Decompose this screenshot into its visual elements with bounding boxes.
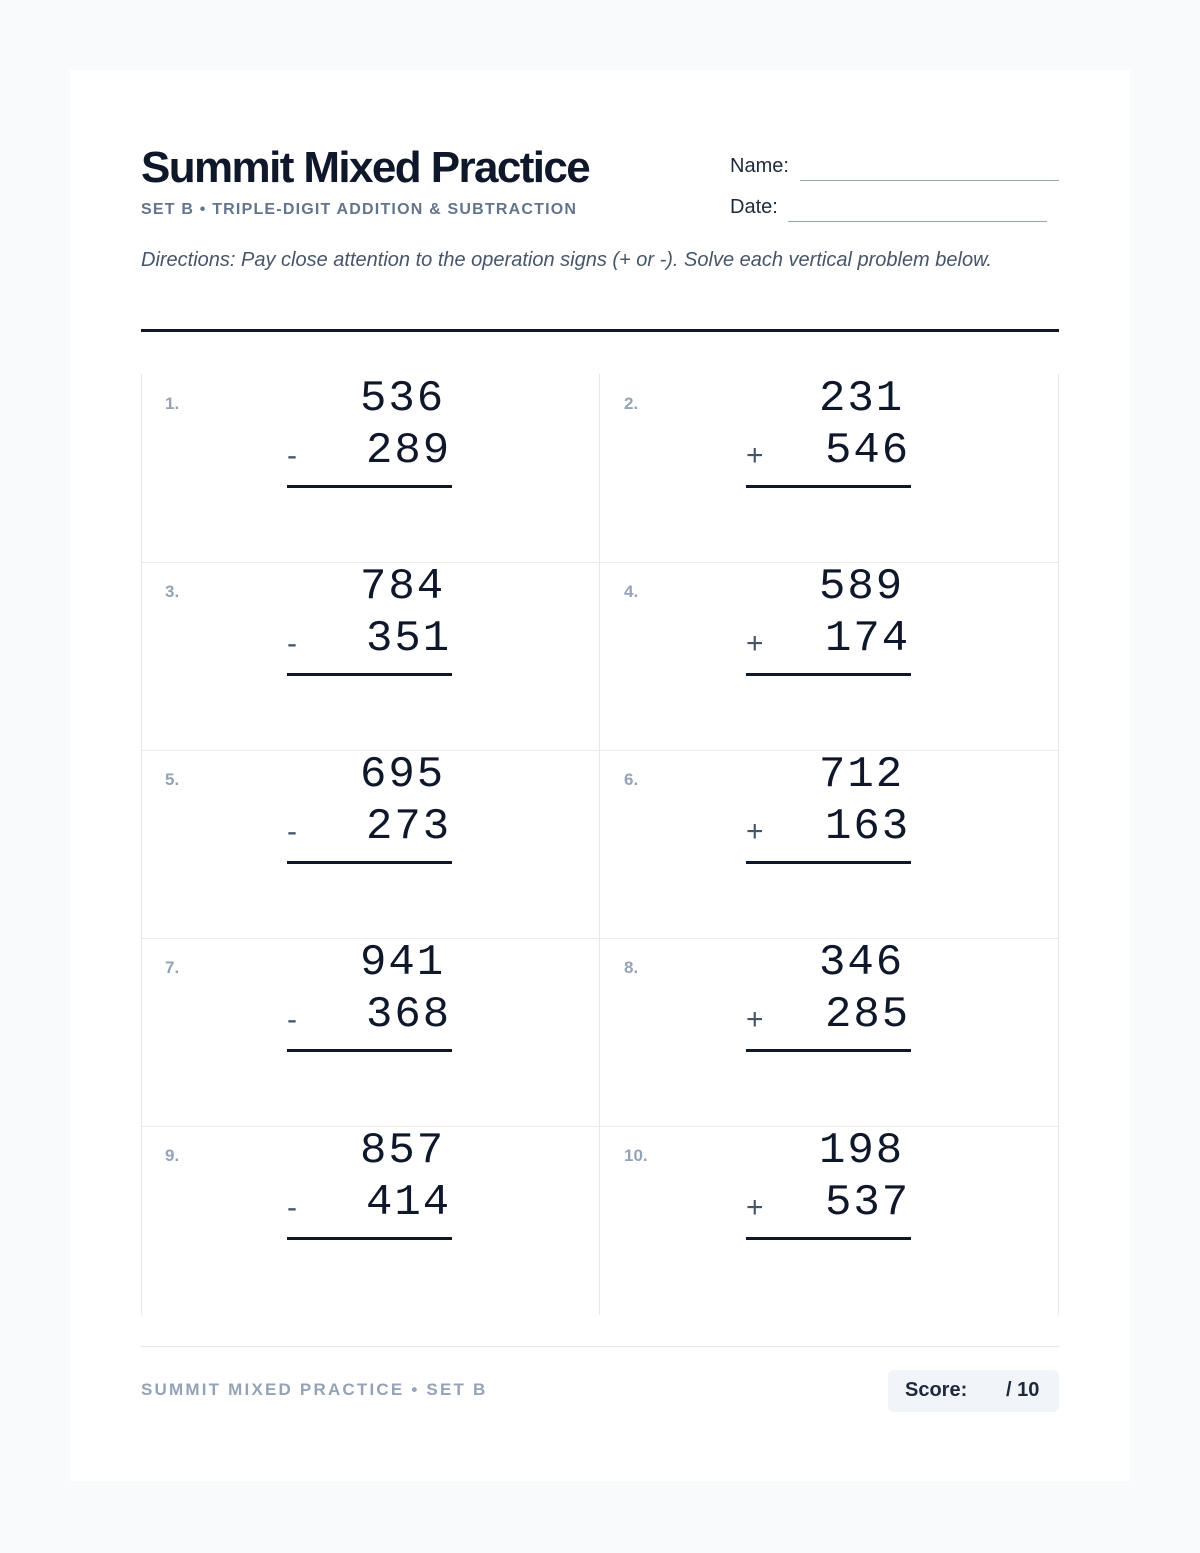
bottom-operand: 289 bbox=[366, 426, 452, 476]
answer-line[interactable] bbox=[746, 1049, 911, 1052]
problem-8 bbox=[600, 938, 1058, 1126]
problem-3 bbox=[141, 562, 599, 750]
answer-line[interactable] bbox=[746, 861, 911, 864]
top-operand: 346 bbox=[819, 938, 905, 988]
top-operand: 536 bbox=[360, 374, 446, 424]
page-subtitle: SET B • TRIPLE-DIGIT ADDITION & SUBTRACTION bbox=[141, 201, 578, 218]
top-operand: 941 bbox=[360, 938, 446, 988]
problem-2 bbox=[600, 374, 1058, 562]
bottom-operand: 351 bbox=[366, 614, 452, 664]
footer-divider bbox=[141, 1346, 1059, 1347]
problem-6 bbox=[600, 750, 1058, 938]
worksheet-page bbox=[70, 70, 1130, 1481]
problem-number: 3. bbox=[165, 582, 180, 601]
plus-sign: + bbox=[746, 439, 764, 472]
date-label: Date: bbox=[730, 196, 778, 218]
bottom-operand: 285 bbox=[825, 990, 911, 1040]
top-operand: 784 bbox=[360, 562, 446, 612]
answer-line[interactable] bbox=[287, 861, 452, 864]
problem-number: 5. bbox=[165, 770, 180, 789]
bottom-operand: 546 bbox=[825, 426, 911, 476]
directions-text: Directions: Pay close attention to the operation signs (+ or -). Solve each vertical problem below. bbox=[141, 249, 992, 271]
top-operand: 231 bbox=[819, 374, 905, 424]
score-total: / 10 bbox=[1006, 1379, 1040, 1401]
problem-10 bbox=[600, 1126, 1058, 1314]
minus-sign: - bbox=[287, 1191, 297, 1224]
answer-line[interactable] bbox=[287, 673, 452, 676]
page-title: Summit Mixed Practice bbox=[141, 143, 590, 192]
score-label: Score: bbox=[905, 1379, 968, 1401]
problem-5 bbox=[141, 750, 599, 938]
problem-number: 6. bbox=[624, 770, 639, 789]
problem-number: 8. bbox=[624, 958, 639, 977]
problem-number: 10. bbox=[624, 1146, 648, 1165]
minus-sign: - bbox=[287, 815, 297, 848]
problem-7 bbox=[141, 938, 599, 1126]
plus-sign: + bbox=[746, 1191, 764, 1224]
name-label: Name: bbox=[730, 155, 789, 177]
bottom-operand: 174 bbox=[825, 614, 911, 664]
problem-9 bbox=[141, 1126, 599, 1314]
top-operand: 589 bbox=[819, 562, 905, 612]
name-field[interactable] bbox=[800, 180, 1059, 181]
answer-line[interactable] bbox=[287, 1237, 452, 1240]
bottom-operand: 368 bbox=[366, 990, 452, 1040]
score-box bbox=[888, 1370, 1059, 1412]
footer-label: SUMMIT MIXED PRACTICE • SET B bbox=[141, 1380, 488, 1399]
minus-sign: - bbox=[287, 627, 297, 660]
problem-number: 1. bbox=[165, 394, 180, 413]
grid-border-right bbox=[1058, 374, 1059, 1315]
top-operand: 695 bbox=[360, 750, 446, 800]
problem-1 bbox=[141, 374, 599, 562]
problem-number: 7. bbox=[165, 958, 180, 977]
problem-number: 4. bbox=[624, 582, 639, 601]
plus-sign: + bbox=[746, 627, 764, 660]
answer-line[interactable] bbox=[287, 485, 452, 488]
plus-sign: + bbox=[746, 815, 764, 848]
bottom-operand: 414 bbox=[366, 1178, 452, 1228]
bottom-operand: 163 bbox=[825, 802, 911, 852]
top-operand: 198 bbox=[819, 1126, 905, 1176]
answer-line[interactable] bbox=[746, 673, 911, 676]
answer-line[interactable] bbox=[746, 485, 911, 488]
answer-line[interactable] bbox=[746, 1237, 911, 1240]
top-operand: 712 bbox=[819, 750, 905, 800]
problem-number: 9. bbox=[165, 1146, 180, 1165]
problem-4 bbox=[600, 562, 1058, 750]
problem-number: 2. bbox=[624, 394, 639, 413]
date-field[interactable] bbox=[788, 221, 1047, 222]
bottom-operand: 537 bbox=[825, 1178, 911, 1228]
plus-sign: + bbox=[746, 1003, 764, 1036]
header-divider bbox=[141, 329, 1059, 332]
top-operand: 857 bbox=[360, 1126, 446, 1176]
answer-line[interactable] bbox=[287, 1049, 452, 1052]
minus-sign: - bbox=[287, 1003, 297, 1036]
minus-sign: - bbox=[287, 439, 297, 472]
problem-grid bbox=[141, 374, 1059, 1315]
bottom-operand: 273 bbox=[366, 802, 452, 852]
